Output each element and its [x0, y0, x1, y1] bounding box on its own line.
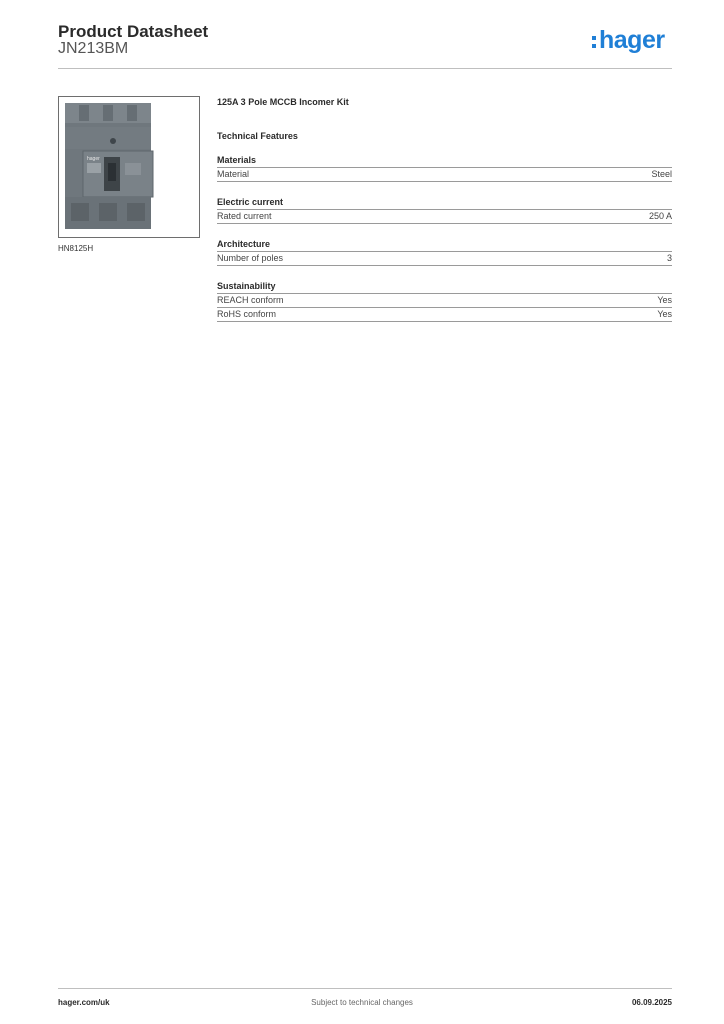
spec-label: Material	[217, 169, 250, 179]
spec-label: Rated current	[217, 211, 272, 221]
header-divider	[58, 68, 672, 69]
section-title-architecture: Architecture	[217, 238, 672, 252]
spec-value: 3	[666, 253, 672, 263]
product-name: 125A 3 Pole MCCB Incomer Kit	[217, 97, 349, 107]
device-brand-label: hager	[87, 156, 100, 162]
spec-row	[217, 252, 672, 266]
logo-colon-icon	[592, 32, 597, 50]
section-title-materials: Materials	[217, 154, 672, 168]
section-title-sustainability: Sustainability	[217, 280, 672, 294]
hager-logo	[592, 26, 665, 55]
technical-content	[217, 96, 672, 322]
logo-text: hager	[599, 26, 665, 54]
spec-value: Steel	[651, 169, 672, 179]
mccb-device-illustration	[59, 97, 199, 237]
product-code: JN213BM	[58, 40, 129, 57]
spec-label: REACH conform	[217, 295, 284, 305]
product-image	[58, 96, 200, 238]
footer-disclaimer: Subject to technical changes	[311, 998, 413, 1007]
spec-row	[217, 294, 672, 308]
spec-value: Yes	[657, 309, 672, 319]
spec-label: RoHS conform	[217, 309, 277, 319]
features-title: Technical Features	[217, 131, 298, 141]
image-caption: HN8125H	[58, 244, 94, 253]
footer-date: 06.09.2025	[631, 998, 672, 1007]
footer-website-link[interactable]: hager.com/uk	[58, 998, 110, 1007]
spec-row	[217, 210, 672, 224]
spec-value: Yes	[657, 295, 672, 305]
spec-row	[217, 168, 672, 182]
spec-label: Number of poles	[217, 253, 284, 263]
page-title: Product Datasheet	[58, 22, 209, 41]
spec-row	[217, 308, 672, 322]
footer-divider	[58, 988, 672, 989]
section-title-electric-current: Electric current	[217, 196, 672, 210]
spec-value: 250 A	[648, 211, 672, 221]
